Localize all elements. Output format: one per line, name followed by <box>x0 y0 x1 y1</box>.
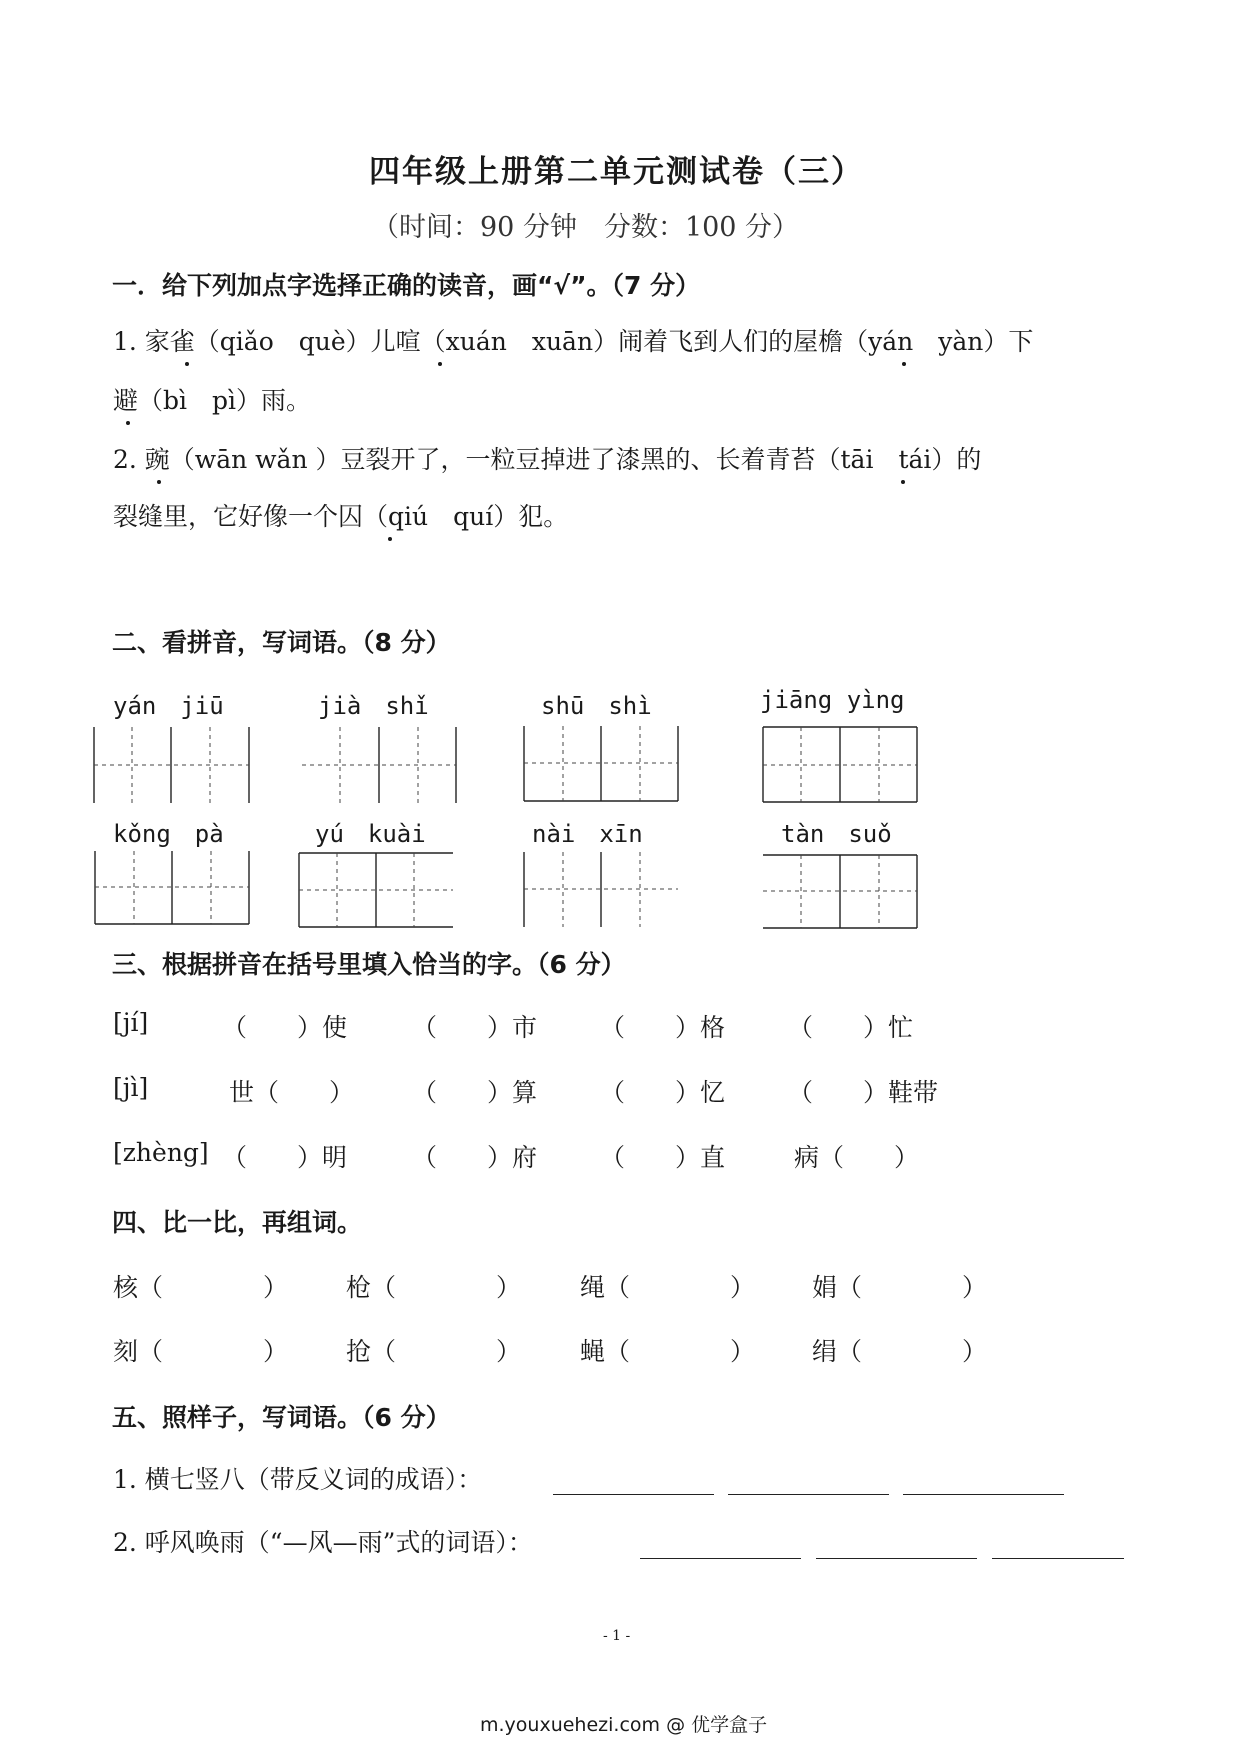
emphasis-dot <box>388 537 392 541</box>
fill-in-item[interactable]: 病（ ） <box>794 1143 920 1172</box>
pinyin-bracket-label: [jí] <box>113 1008 149 1037</box>
answer-blank[interactable] <box>553 1494 714 1495</box>
word-group-item[interactable]: 枪（ ） <box>346 1273 522 1302</box>
page-number: - 1 - <box>603 1628 631 1644</box>
emphasis-dot <box>126 421 130 425</box>
writing-grid[interactable] <box>95 851 249 924</box>
pinyin-label: yú kuài <box>315 820 426 848</box>
fill-in-item[interactable]: （ ）直 <box>600 1143 726 1172</box>
pinyin-label: kǒng pà <box>113 820 224 848</box>
fill-in-item[interactable]: （ ）算 <box>412 1078 538 1107</box>
word-group-item[interactable]: 娟（ ） <box>812 1273 988 1302</box>
fill-in-item[interactable]: 世（ ） <box>229 1078 355 1107</box>
emphasis-dot <box>157 480 161 484</box>
section-1-line-4: 裂缝里，它好像一个囚（qiú quí）犯。 <box>113 502 569 531</box>
section-3-heading: 三、根据拼音在括号里填入恰当的字。（6 分） <box>112 950 626 979</box>
writing-grid[interactable] <box>763 855 917 928</box>
site-watermark: m.youxuehezi.com @ 优学盒子 <box>480 1714 768 1736</box>
writing-grid[interactable] <box>299 853 453 927</box>
fill-in-item[interactable]: （ ）府 <box>412 1143 538 1172</box>
pinyin-bracket-label: [zhèng] <box>113 1138 209 1167</box>
fill-in-item[interactable]: （ ）忙 <box>788 1013 914 1042</box>
section-5-line-1: 1. 横七竖八（带反义词的成语）： <box>113 1465 483 1494</box>
section-2-heading: 二、看拼音，写词语。（8 分） <box>112 628 451 657</box>
emphasis-dot <box>185 362 189 366</box>
pinyin-bracket-label: [jì] <box>113 1073 149 1102</box>
word-group-item[interactable]: 蝇（ ） <box>580 1337 756 1366</box>
word-group-item[interactable]: 刻（ ） <box>113 1337 289 1366</box>
fill-in-item[interactable]: （ ）忆 <box>600 1078 726 1107</box>
writing-grid[interactable] <box>94 727 249 803</box>
word-group-item[interactable]: 核（ ） <box>113 1273 289 1302</box>
fill-in-item[interactable]: （ ）市 <box>412 1013 538 1042</box>
section-1-heading: 一．给下列加点字选择正确的读音，画“√”。（7 分） <box>112 271 701 300</box>
section-5-heading: 五、照样子，写词语。（6 分） <box>112 1403 451 1432</box>
word-group-item[interactable]: 绢（ ） <box>812 1337 988 1366</box>
fill-in-item[interactable]: （ ）格 <box>600 1013 726 1042</box>
page-title: 四年级上册第二单元测试卷（三） <box>369 154 864 190</box>
answer-blank[interactable] <box>640 1558 801 1559</box>
section-1-line-3: 2. 豌（wān wǎn ）豆裂开了，一粒豆掉进了漆黑的、长着青苔（tāi tái）的 <box>113 445 982 474</box>
pinyin-label: jiāng yìng <box>760 686 905 714</box>
answer-blank[interactable] <box>992 1558 1124 1559</box>
pinyin-label: shū shì <box>541 692 652 720</box>
emphasis-dot <box>902 362 906 366</box>
page-subtitle: （时间：90 分钟 分数：100 分） <box>372 212 800 243</box>
emphasis-dot <box>438 362 442 366</box>
writing-grid[interactable] <box>524 852 678 927</box>
fill-in-item[interactable]: （ ）鞋带 <box>788 1078 939 1107</box>
word-group-item[interactable]: 抢（ ） <box>346 1337 522 1366</box>
fill-in-item[interactable]: （ ）明 <box>222 1143 348 1172</box>
pinyin-label: jià shǐ <box>318 692 429 720</box>
pinyin-label: nài xīn <box>532 820 643 848</box>
pinyin-label: tàn suǒ <box>781 820 892 848</box>
emphasis-dot <box>901 480 905 484</box>
word-group-item[interactable]: 绳（ ） <box>580 1273 756 1302</box>
writing-grid[interactable] <box>524 726 678 801</box>
writing-grid[interactable] <box>763 727 917 802</box>
section-5-line-2: 2. 呼风唤雨（“—风—雨”式的词语）： <box>113 1528 533 1557</box>
answer-blank[interactable] <box>728 1494 889 1495</box>
section-1-line-2: 避（bì pì）雨。 <box>113 386 311 415</box>
answer-blank[interactable] <box>903 1494 1064 1495</box>
pinyin-label: yán jiū <box>113 692 224 720</box>
writing-grid[interactable] <box>302 727 456 803</box>
fill-in-item[interactable]: （ ）使 <box>222 1013 348 1042</box>
section-4-heading: 四、比一比，再组词。 <box>112 1208 363 1237</box>
answer-blank[interactable] <box>816 1558 977 1559</box>
section-1-line-1: 1. 家雀（qiǎo què）儿喧（xuán xuān）闹着飞到人们的屋檐（yán yàn）下 <box>113 327 1034 356</box>
